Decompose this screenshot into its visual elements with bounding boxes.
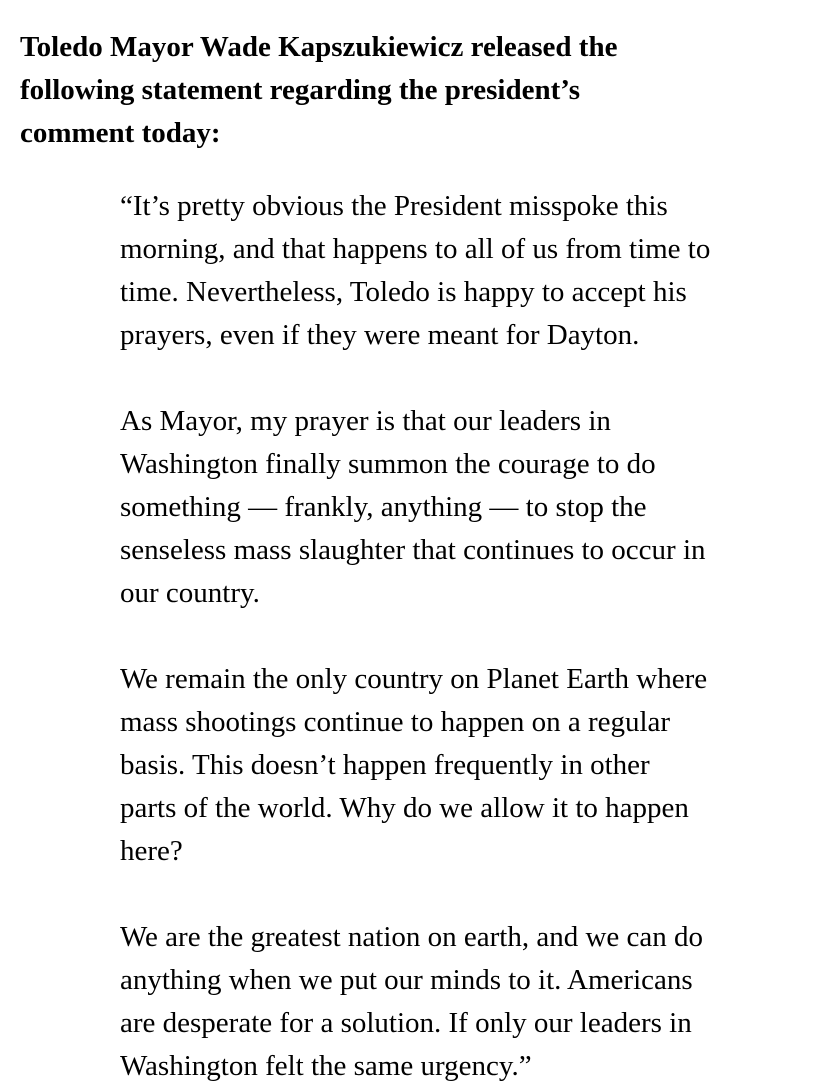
quote-paragraph: As Mayor, my prayer is that our leaders in Washington finally summon the courage to do something — frankly, anything — to stop the senseless mass slaughter that continues to occur in our country. <box>120 405 706 609</box>
quote-paragraph: We remain the only country on Planet Earth where mass shootings continue to happen on a regular basis. This doesn’t happen frequently in other parts of the world. Why do we allow it to happen here? <box>120 663 708 867</box>
quote-paragraph: We are the greatest nation on earth, and we can do anything when we put our minds to it. Americans are desperate for a solution. If only our leaders in Washington felt the same urgency.” <box>120 921 704 1082</box>
statement-heading: Toledo Mayor Wade Kapszukiewicz released the following statement regarding the president’s comment today: <box>20 31 618 149</box>
quote-paragraph: “It’s pretty obvious the President misspoke this morning, and that happens to all of us from time to time. Nevertheless, Toledo is happy to accept his prayers, even if they were meant for Dayton. <box>120 190 711 351</box>
statement-quote <box>120 185 820 1088</box>
